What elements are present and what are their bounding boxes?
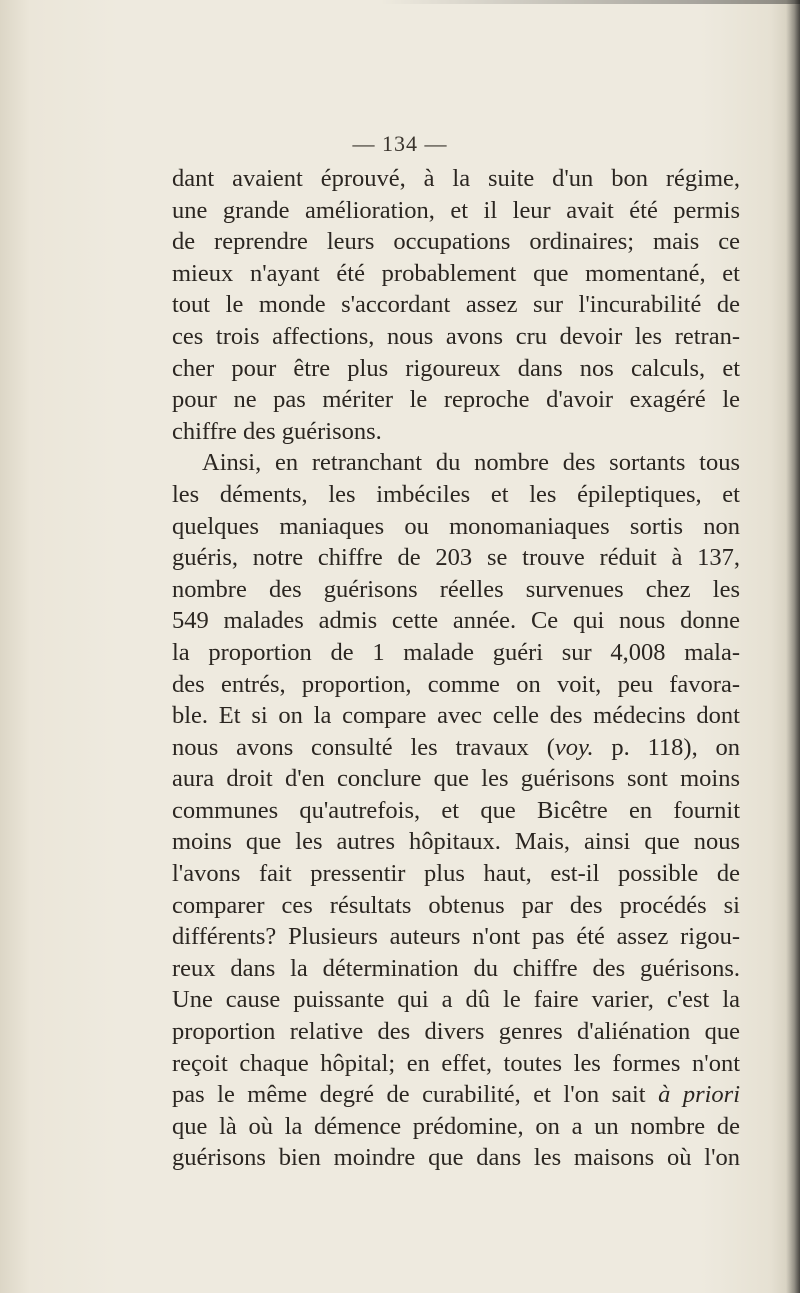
text-line: chiffre des guérisons. [172, 417, 382, 445]
text-line: guérisons bien moindre que dans les maisons où l'on [172, 1144, 740, 1172]
text-line: reux dans la détermination du chiffre des guérisons. [172, 954, 740, 982]
text-line: guéris, notre chiffre de 203 se trouve réduit à 137, [172, 544, 740, 572]
text-line: l'avons fait pressentir plus haut, est-il possible de [172, 860, 740, 888]
page-binding-shadow [786, 0, 800, 1293]
text-line: la proportion de 1 malade guéri sur 4,008 mala- [172, 638, 740, 666]
text-line: cher pour être plus rigoureux dans nos calculs, et [172, 354, 740, 382]
italic-phrase: à priori [658, 1081, 741, 1109]
text-line: une grande amélioration, et il leur avait été permis [172, 196, 740, 224]
text-segment: p. 118), on [593, 733, 740, 761]
text-line: des entrés, proportion, comme on voit, peu favora- [172, 670, 740, 698]
text-line: moins que les autres hôpitaux. Mais, ainsi que nous [172, 828, 740, 856]
text-line: différents? Plusieurs auteurs n'ont pas été assez rigou- [172, 923, 740, 951]
text-line: ble. Et si on la compare avec celle des médecins dont [172, 702, 740, 730]
page-number: — 134 — [352, 131, 448, 156]
text-line: que là où la démence prédomine, on a un nombre de [172, 1112, 740, 1140]
text-line: mieux n'ayant été probablement que momentané, et [172, 259, 740, 287]
text-line: de reprendre leurs occupations ordinaires; mais ce [172, 228, 740, 256]
text-line: les déments, les imbéciles et les épileptiques, et [172, 480, 740, 508]
body-text [172, 163, 740, 1174]
text-line: Une cause puissante qui a dû le faire varier, c'est la [172, 986, 740, 1014]
text-segment: nous avons consulté les travaux ( [172, 733, 555, 761]
page-top-shadow [380, 0, 800, 4]
text-line: tout le monde s'accordant assez sur l'incurabilité de [172, 291, 740, 319]
text-segment: pas le même degré de curabilité, et l'on sait [172, 1081, 659, 1109]
text-line: reçoit chaque hôpital; en effet, toutes les formes n'ont [172, 1049, 740, 1077]
text-line-with-reference [172, 732, 740, 764]
text-line: ces trois affections, nous avons cru devoir les retran- [172, 322, 740, 350]
text-line-with-italic [172, 1079, 740, 1111]
text-line: dant avaient éprouvé, à la suite d'un bon régime, [172, 165, 740, 192]
text-line: Ainsi, en retranchant du nombre des sortants tous [202, 449, 740, 477]
text-line: nombre des guérisons réelles survenues chez les [172, 575, 740, 603]
reference-abbreviation: voy. [554, 733, 594, 761]
text-line: proportion relative des divers genres d'aliénation que [172, 1018, 740, 1046]
text-line: 549 malades admis cette année. Ce qui nous donne [172, 607, 740, 635]
text-line: aura droit d'en conclure que les guérisons sont moins [172, 765, 740, 793]
text-line: communes qu'autrefois, et que Bicêtre en fournit [172, 796, 740, 824]
text-line: quelques maniaques ou monomaniaques sortis non [172, 512, 740, 540]
text-line: pour ne pas mériter le reproche d'avoir exagéré le [172, 386, 740, 414]
text-line: comparer ces résultats obtenus par des procédés si [172, 891, 740, 919]
